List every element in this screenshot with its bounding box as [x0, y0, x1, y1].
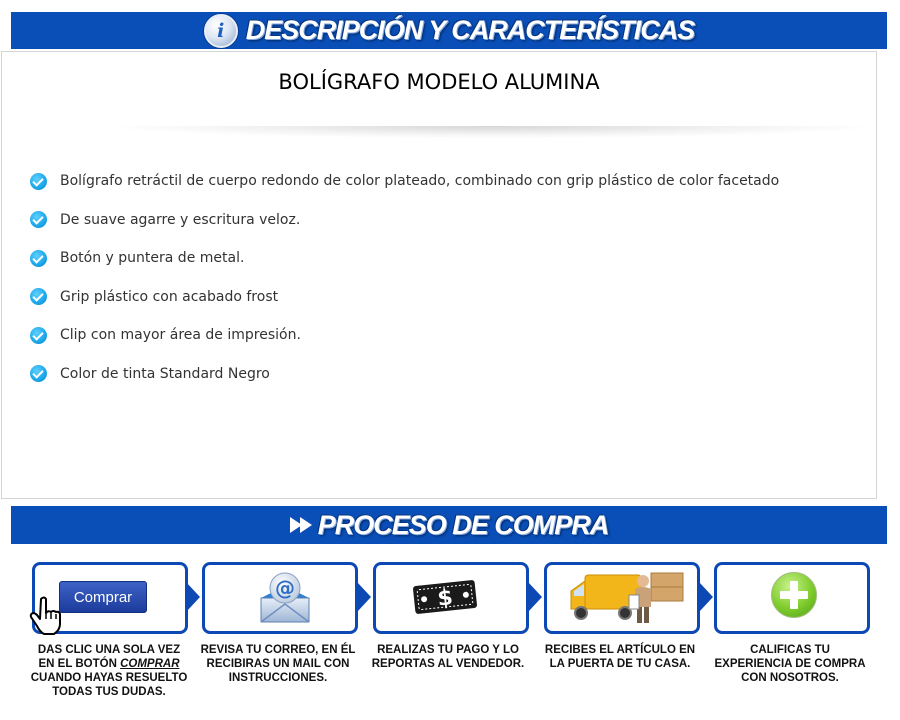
feature-list	[30, 162, 779, 393]
check-icon	[30, 250, 47, 267]
feature-item	[30, 201, 779, 240]
step-arrow-icon	[699, 582, 713, 612]
check-icon	[30, 173, 47, 190]
check-icon	[30, 211, 47, 228]
step-arrow-icon	[357, 582, 371, 612]
product-title: BOLÍGRAFO MODELO ALUMINA	[278, 70, 600, 94]
double-arrow-icon	[290, 517, 310, 533]
feature-text: De suave agarre y escritura veloz.	[60, 211, 301, 228]
check-icon	[30, 288, 47, 305]
title-divider-shadow	[112, 126, 872, 138]
step-2-text: REVISA TU CORREO, EN ÉL RECIBIRAS UN MAIL CON INSTRUCCIONES.	[200, 644, 356, 684]
comprar-button[interactable]: Comprar	[59, 581, 147, 613]
description-panel	[1, 51, 877, 499]
step-3-box	[373, 562, 529, 634]
feature-item	[30, 278, 779, 317]
feature-item	[30, 239, 779, 278]
step-1-box	[32, 562, 188, 634]
description-banner	[11, 12, 887, 49]
money-icon	[410, 577, 480, 617]
feature-text: Clip con mayor área de impresión.	[60, 327, 301, 344]
step-4-box	[544, 562, 700, 634]
feature-text: Color de tinta Standard Negro	[60, 365, 270, 382]
process-banner	[11, 506, 887, 544]
step-5-box	[714, 562, 870, 634]
feature-text: Bolígrafo retráctil de cuerpo redondo de color plateado, combinado con grip plástico de color facetado	[60, 173, 780, 190]
step-arrow-icon	[528, 582, 542, 612]
mail-icon	[255, 570, 313, 626]
feature-text: Grip plástico con acabado frost	[60, 288, 279, 305]
step-5-text: CALIFICAS TU EXPERIENCIA DE COMPRA CON NOSOTROS.	[714, 644, 866, 684]
description-banner-title: DESCRIPCIÓN Y CARACTERÍSTICAS	[245, 15, 695, 45]
step-1-emphasis: COMPRAR	[120, 658, 180, 670]
info-icon: i	[204, 14, 238, 48]
step-4-text: RECIBES EL ARTÍCULO EN LA PUERTA DE TU CASA.	[544, 644, 696, 670]
svg-text:@: @	[275, 576, 295, 600]
feature-item	[30, 316, 779, 355]
plus-icon	[771, 572, 817, 618]
check-icon	[30, 365, 47, 382]
step-3-text: REALIZAS TU PAGO Y LO REPORTAS AL VENDEDOR.	[371, 644, 525, 670]
feature-text: Botón y puntera de metal.	[60, 250, 245, 267]
step-1-text: DAS CLIC UNA SOLA VEZ EN EL BOTÓN COMPRAR CUANDO HAYAS RESUELTO TODAS TUS DUDAS.	[30, 644, 188, 698]
delivery-truck-icon	[567, 569, 687, 627]
step-2-box	[202, 562, 358, 634]
check-icon	[30, 327, 47, 344]
hand-cursor-icon	[29, 595, 63, 635]
feature-item	[30, 162, 779, 201]
process-banner-title: PROCESO DE COMPRA	[317, 509, 609, 540]
step-arrow-icon	[186, 582, 200, 612]
feature-item	[30, 355, 779, 394]
svg-text:$: $	[436, 585, 455, 612]
